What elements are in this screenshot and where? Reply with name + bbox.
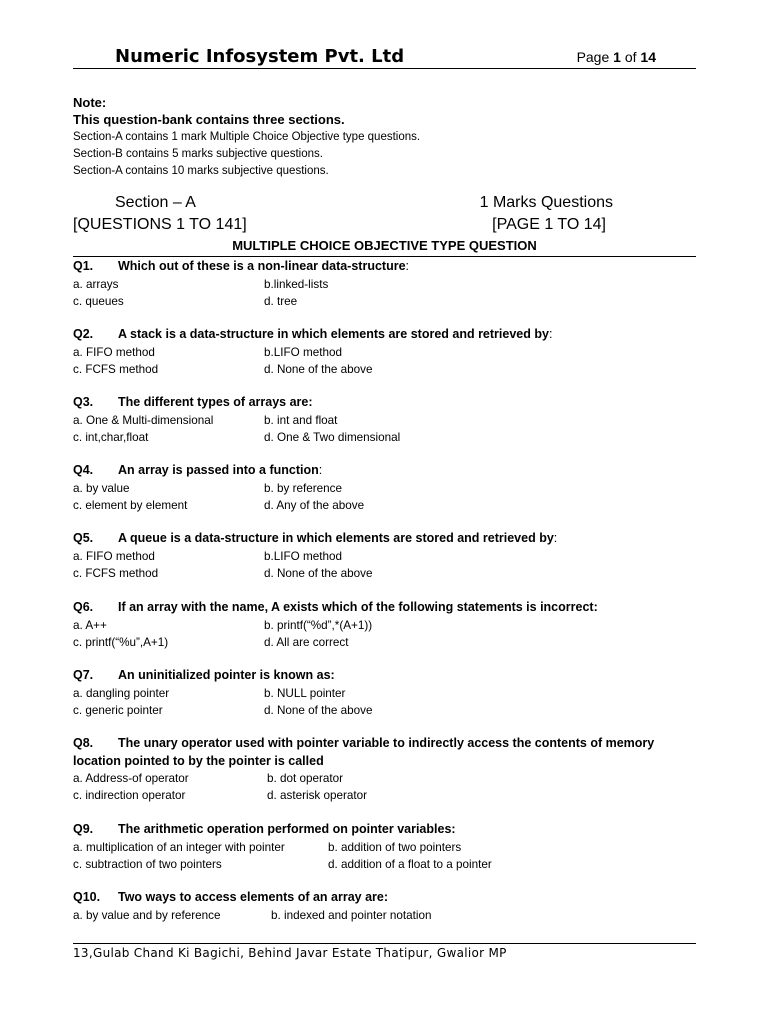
options-row: [73, 344, 713, 361]
question-text: Two ways to access elements of an array are:: [118, 890, 389, 904]
question-text: Which out of these is a non-linear data-structure: [118, 259, 406, 273]
question-header: [73, 667, 713, 685]
option-d: d. None of the above: [264, 362, 373, 376]
option-a: a. arrays: [73, 277, 119, 291]
page-total: 14: [640, 49, 656, 65]
page-header: [73, 44, 696, 69]
note-label: Note:: [73, 95, 107, 110]
question-header: [73, 394, 713, 412]
note-line: Section-A contains 10 marks subjective questions.: [73, 165, 329, 177]
options-row: [73, 429, 713, 446]
option-a: a. A++: [73, 618, 107, 632]
question-text: The arithmetic operation performed on pointer variables:: [118, 822, 456, 836]
options-row: [73, 839, 713, 856]
options-row: [73, 361, 713, 378]
question-item: [73, 530, 713, 582]
question-item: [73, 889, 713, 924]
question-item: [73, 394, 713, 446]
question-text: If an array with the name, A exists which of the following statements is incorrect:: [118, 600, 598, 614]
question-text: An uninitialized pointer is known as:: [118, 668, 335, 682]
question-number: Q3.: [73, 395, 94, 409]
option-d: d. Any of the above: [264, 498, 365, 512]
note-line: Section-B contains 5 marks subjective questions.: [73, 148, 323, 160]
company-name: Numeric Infosystem Pvt. Ltd: [115, 46, 405, 67]
option-d: d. None of the above: [264, 566, 373, 580]
option-b: b. by reference: [264, 481, 342, 495]
page-current: 1: [613, 49, 621, 65]
note-lead: This question-bank contains three sections.: [73, 112, 345, 127]
question-tail: :: [553, 531, 558, 545]
option-c: c. FCFS method: [73, 566, 159, 580]
options-row: [73, 770, 693, 787]
question-header: [73, 530, 713, 548]
options-row: [73, 548, 713, 565]
question-tail: :: [405, 259, 410, 273]
option-a: a. multiplication of an integer with pointer: [73, 840, 285, 854]
option-b: b. dot operator: [267, 772, 344, 785]
option-c: c. subtraction of two pointers: [73, 857, 222, 871]
footer-divider: [73, 943, 696, 944]
option-d: d. None of the above: [264, 703, 373, 717]
page-number: [577, 49, 656, 65]
question-number: Q5.: [73, 531, 94, 545]
option-b: b.LIFO method: [264, 549, 342, 563]
options-row: [73, 497, 713, 514]
options-row: [73, 685, 713, 702]
option-b: b. NULL pointer: [264, 686, 346, 700]
footer-address: 13,Gulab Chand Ki Bagichi, Behind Javar Estate Thatipur, Gwalior MP: [73, 946, 507, 960]
option-c: c. queues: [73, 294, 124, 308]
option-c: c. FCFS method: [73, 362, 159, 376]
option-c: c. int,char,float: [73, 430, 149, 444]
option-a: a. FIFO method: [73, 345, 155, 359]
options-row: [73, 276, 713, 293]
question-text: The different types of arrays are:: [118, 395, 313, 409]
option-c: c. element by element: [73, 498, 188, 512]
option-c: c. printf(“%u”,A+1): [73, 635, 169, 649]
option-d: d. asterisk operator: [267, 789, 368, 803]
question-number: Q8.: [73, 736, 94, 750]
question-item: [73, 258, 713, 310]
question-header: [73, 258, 713, 276]
question-number: Q4.: [73, 463, 94, 477]
option-b: b. printf(“%d”,*(A+1)): [264, 618, 373, 632]
section-range-row: [73, 216, 613, 238]
question-tail: :: [548, 327, 553, 341]
question-item: [73, 667, 713, 719]
section-heading-row: [73, 194, 613, 216]
option-a: a. One & Multi-dimensional: [73, 413, 214, 427]
option-a: a. by value: [73, 481, 130, 495]
options-row: [73, 907, 713, 924]
option-a: a. FIFO method: [73, 549, 155, 563]
question-header: [73, 462, 713, 480]
option-b: b. int and float: [264, 413, 338, 427]
question-number: Q7.: [73, 668, 94, 682]
question-header: [73, 599, 713, 617]
question-tail: :: [318, 463, 323, 477]
options-row: [73, 565, 713, 582]
options-row: [73, 412, 713, 429]
option-a: a. dangling pointer: [73, 686, 170, 700]
options-row: [73, 480, 713, 497]
note-line: Section-A contains 1 mark Multiple Choice Objective type questions.: [73, 131, 421, 143]
option-d: d. One & Two dimensional: [264, 430, 401, 444]
section-name: Section – A: [115, 194, 196, 211]
option-d: d. tree: [264, 294, 298, 308]
page-word: Page: [576, 49, 610, 65]
question-number: Q1.: [73, 259, 94, 273]
question-type-title: MULTIPLE CHOICE OBJECTIVE TYPE QUESTION: [73, 237, 696, 257]
option-d: d. addition of a float to a pointer: [328, 857, 492, 871]
options-row: [73, 634, 713, 651]
section-marks: 1 Marks Questions: [479, 194, 613, 211]
option-a: a. Address-of operator: [73, 772, 189, 785]
question-item: [73, 462, 713, 514]
option-b: b.linked-lists: [264, 277, 329, 291]
option-c: c. generic pointer: [73, 703, 163, 717]
question-header: [73, 326, 713, 344]
question-item: [73, 326, 713, 378]
page-of: of: [624, 49, 637, 65]
question-header: [73, 735, 693, 770]
question-text: The unary operator used with pointer variable to indirectly access the contents of memory location pointed to by the pointer is called: [73, 736, 655, 768]
question-number: Q9.: [73, 822, 94, 836]
questions-range: [QUESTIONS 1 TO 141]: [73, 216, 247, 233]
question-number: Q6.: [73, 600, 94, 614]
option-b: b. addition of two pointers: [328, 840, 462, 854]
option-b: b.LIFO method: [264, 345, 342, 359]
question-number: Q2.: [73, 327, 94, 341]
option-a: a. by value and by reference: [73, 908, 221, 922]
options-row: [73, 702, 713, 719]
options-row: [73, 617, 713, 634]
options-row: [73, 787, 693, 804]
question-item: [73, 735, 693, 805]
options-row: [73, 293, 713, 310]
options-row: [73, 856, 713, 873]
option-c: c. indirection operator: [73, 789, 186, 803]
question-header: [73, 889, 713, 907]
option-d: d. All are correct: [264, 635, 349, 649]
option-b: b. indexed and pointer notation: [271, 908, 432, 922]
note-block: [73, 94, 693, 180]
question-item: [73, 821, 713, 873]
question-item: [73, 599, 713, 651]
question-number: Q10.: [73, 890, 101, 904]
question-header: [73, 821, 713, 839]
question-text: A stack is a data-structure in which elements are stored and retrieved by: [118, 327, 549, 341]
question-text: An array is passed into a function: [118, 463, 319, 477]
pages-range: [PAGE 1 TO 14]: [492, 216, 606, 233]
question-text: A queue is a data-structure in which elements are stored and retrieved by: [118, 531, 554, 545]
